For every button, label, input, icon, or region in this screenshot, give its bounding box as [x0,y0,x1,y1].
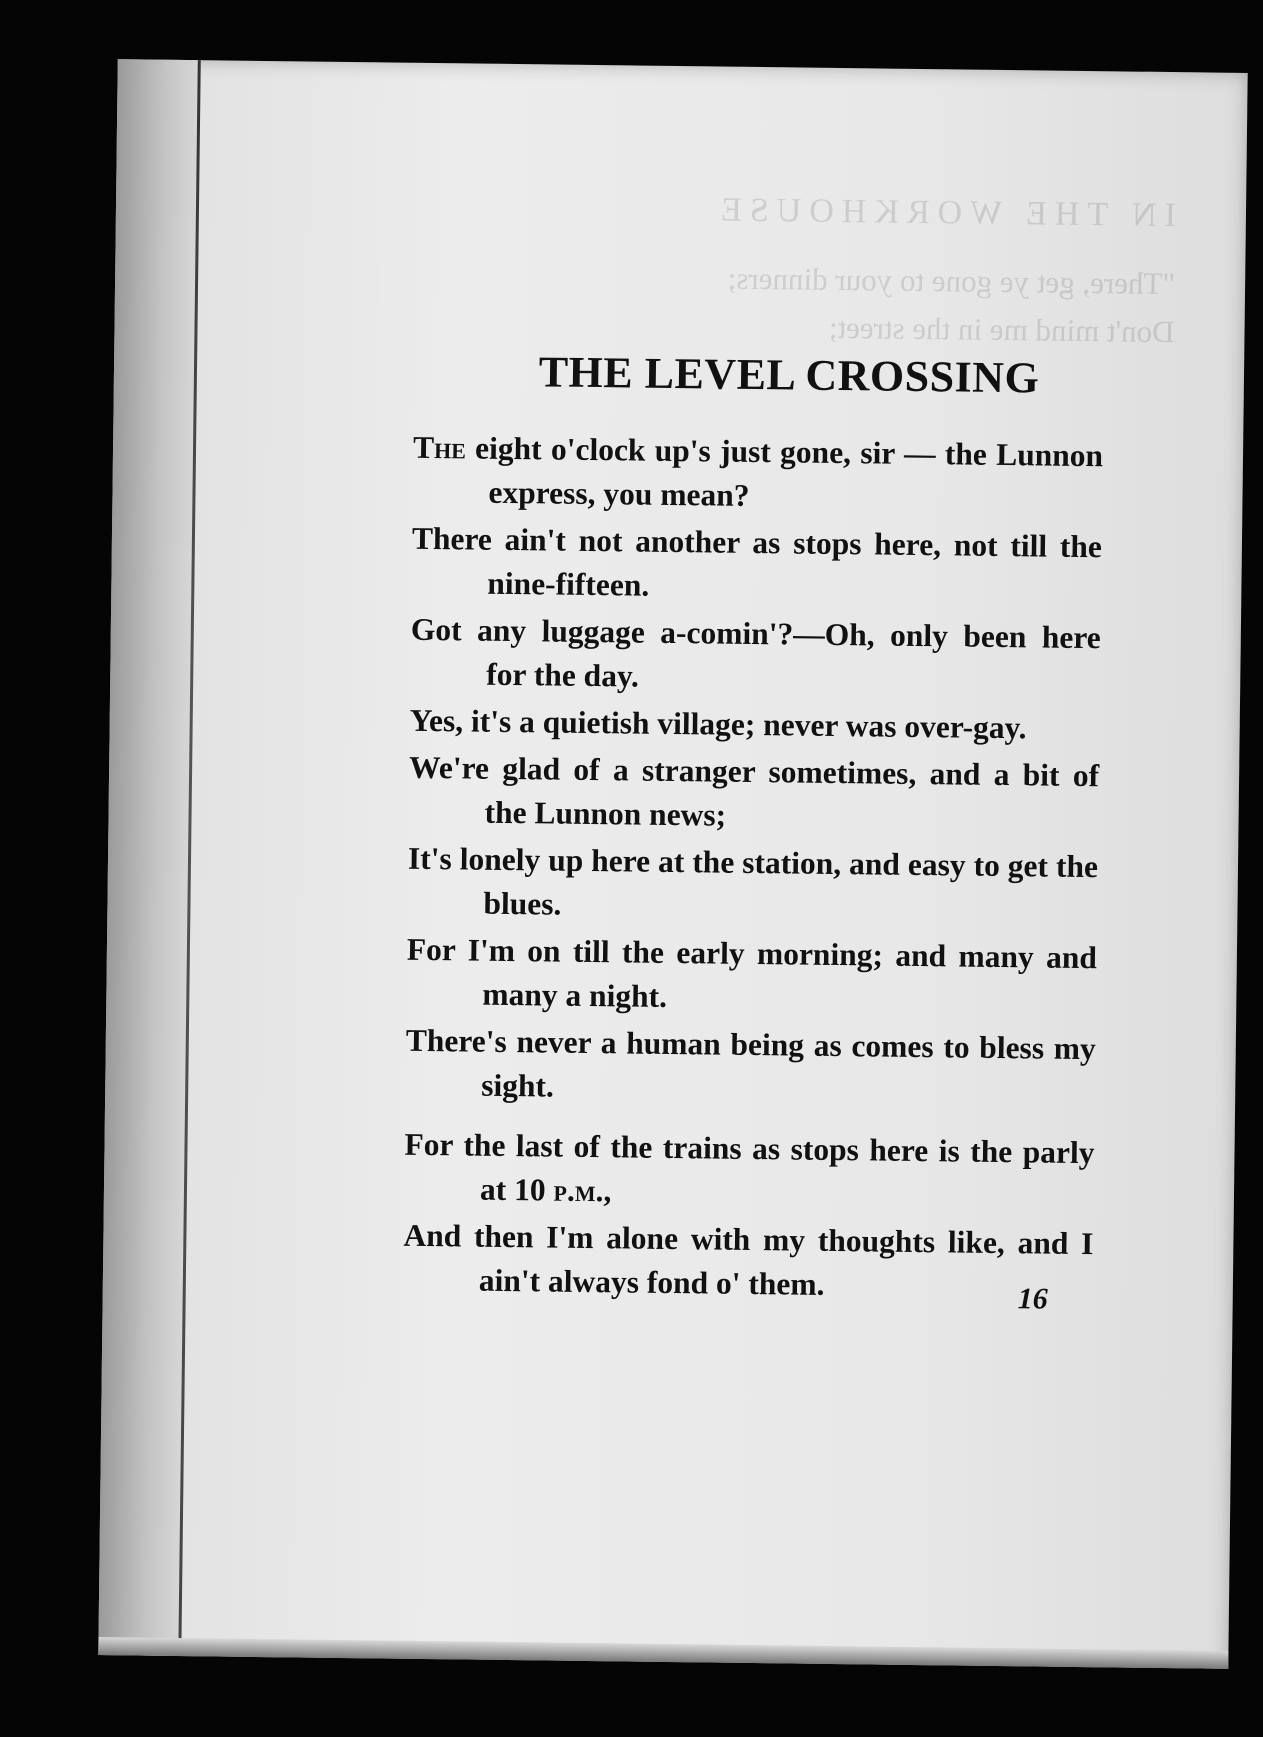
poem-line: There's never a human being as comes to bless my sight. [405,1022,1096,1104]
poem-line-text: eight o'clock up's just gone, sir — the Lunnon express, you mean? [474,430,1104,513]
poem-line [404,1123,1095,1219]
page-number: 16 [1017,1282,1048,1316]
bleed-through-text [414,183,1176,356]
poem-body [403,426,1104,1310]
bleed-through-line: "There, get ye gone to your dinners; [727,260,1176,302]
poem-line: Yes, it's a quietish village; never was over-gay. [409,702,1027,746]
poem-line: There ain't not another as stops here, not till the nine-fifteen. [411,520,1103,603]
poem-line: Got any luggage a-comin'?—Oh, only been here for the day. [410,611,1102,694]
bleed-through-line: Don't mind me in the street; [828,309,1175,350]
poem-title: THE LEVEL CROSSING [538,347,1040,403]
poem-line: It's lonely up here at the station, and easy to get the blues. [407,840,1099,922]
poem-line: And then I'm alone with my thoughts like, and I ain't always fond o' them. [403,1217,1094,1302]
page-bottom-edge [98,1637,1228,1669]
poem-line [412,426,1103,522]
bleed-through-heading: IN THE WORKHOUSE [712,191,1177,235]
poem-line: We're glad of a stranger sometimes, and a bit of the Lunnon news; [408,749,1100,833]
time-suffix: p.m., [553,1172,612,1209]
poem [403,345,1105,1313]
poem-line-text: For the last of the trains as stops here is the parly at 10 [404,1126,1095,1208]
book-page [98,59,1247,1669]
poem-line: For I'm on till the early morning; and many and many a night. [406,931,1098,1014]
drop-word: The [412,429,467,466]
